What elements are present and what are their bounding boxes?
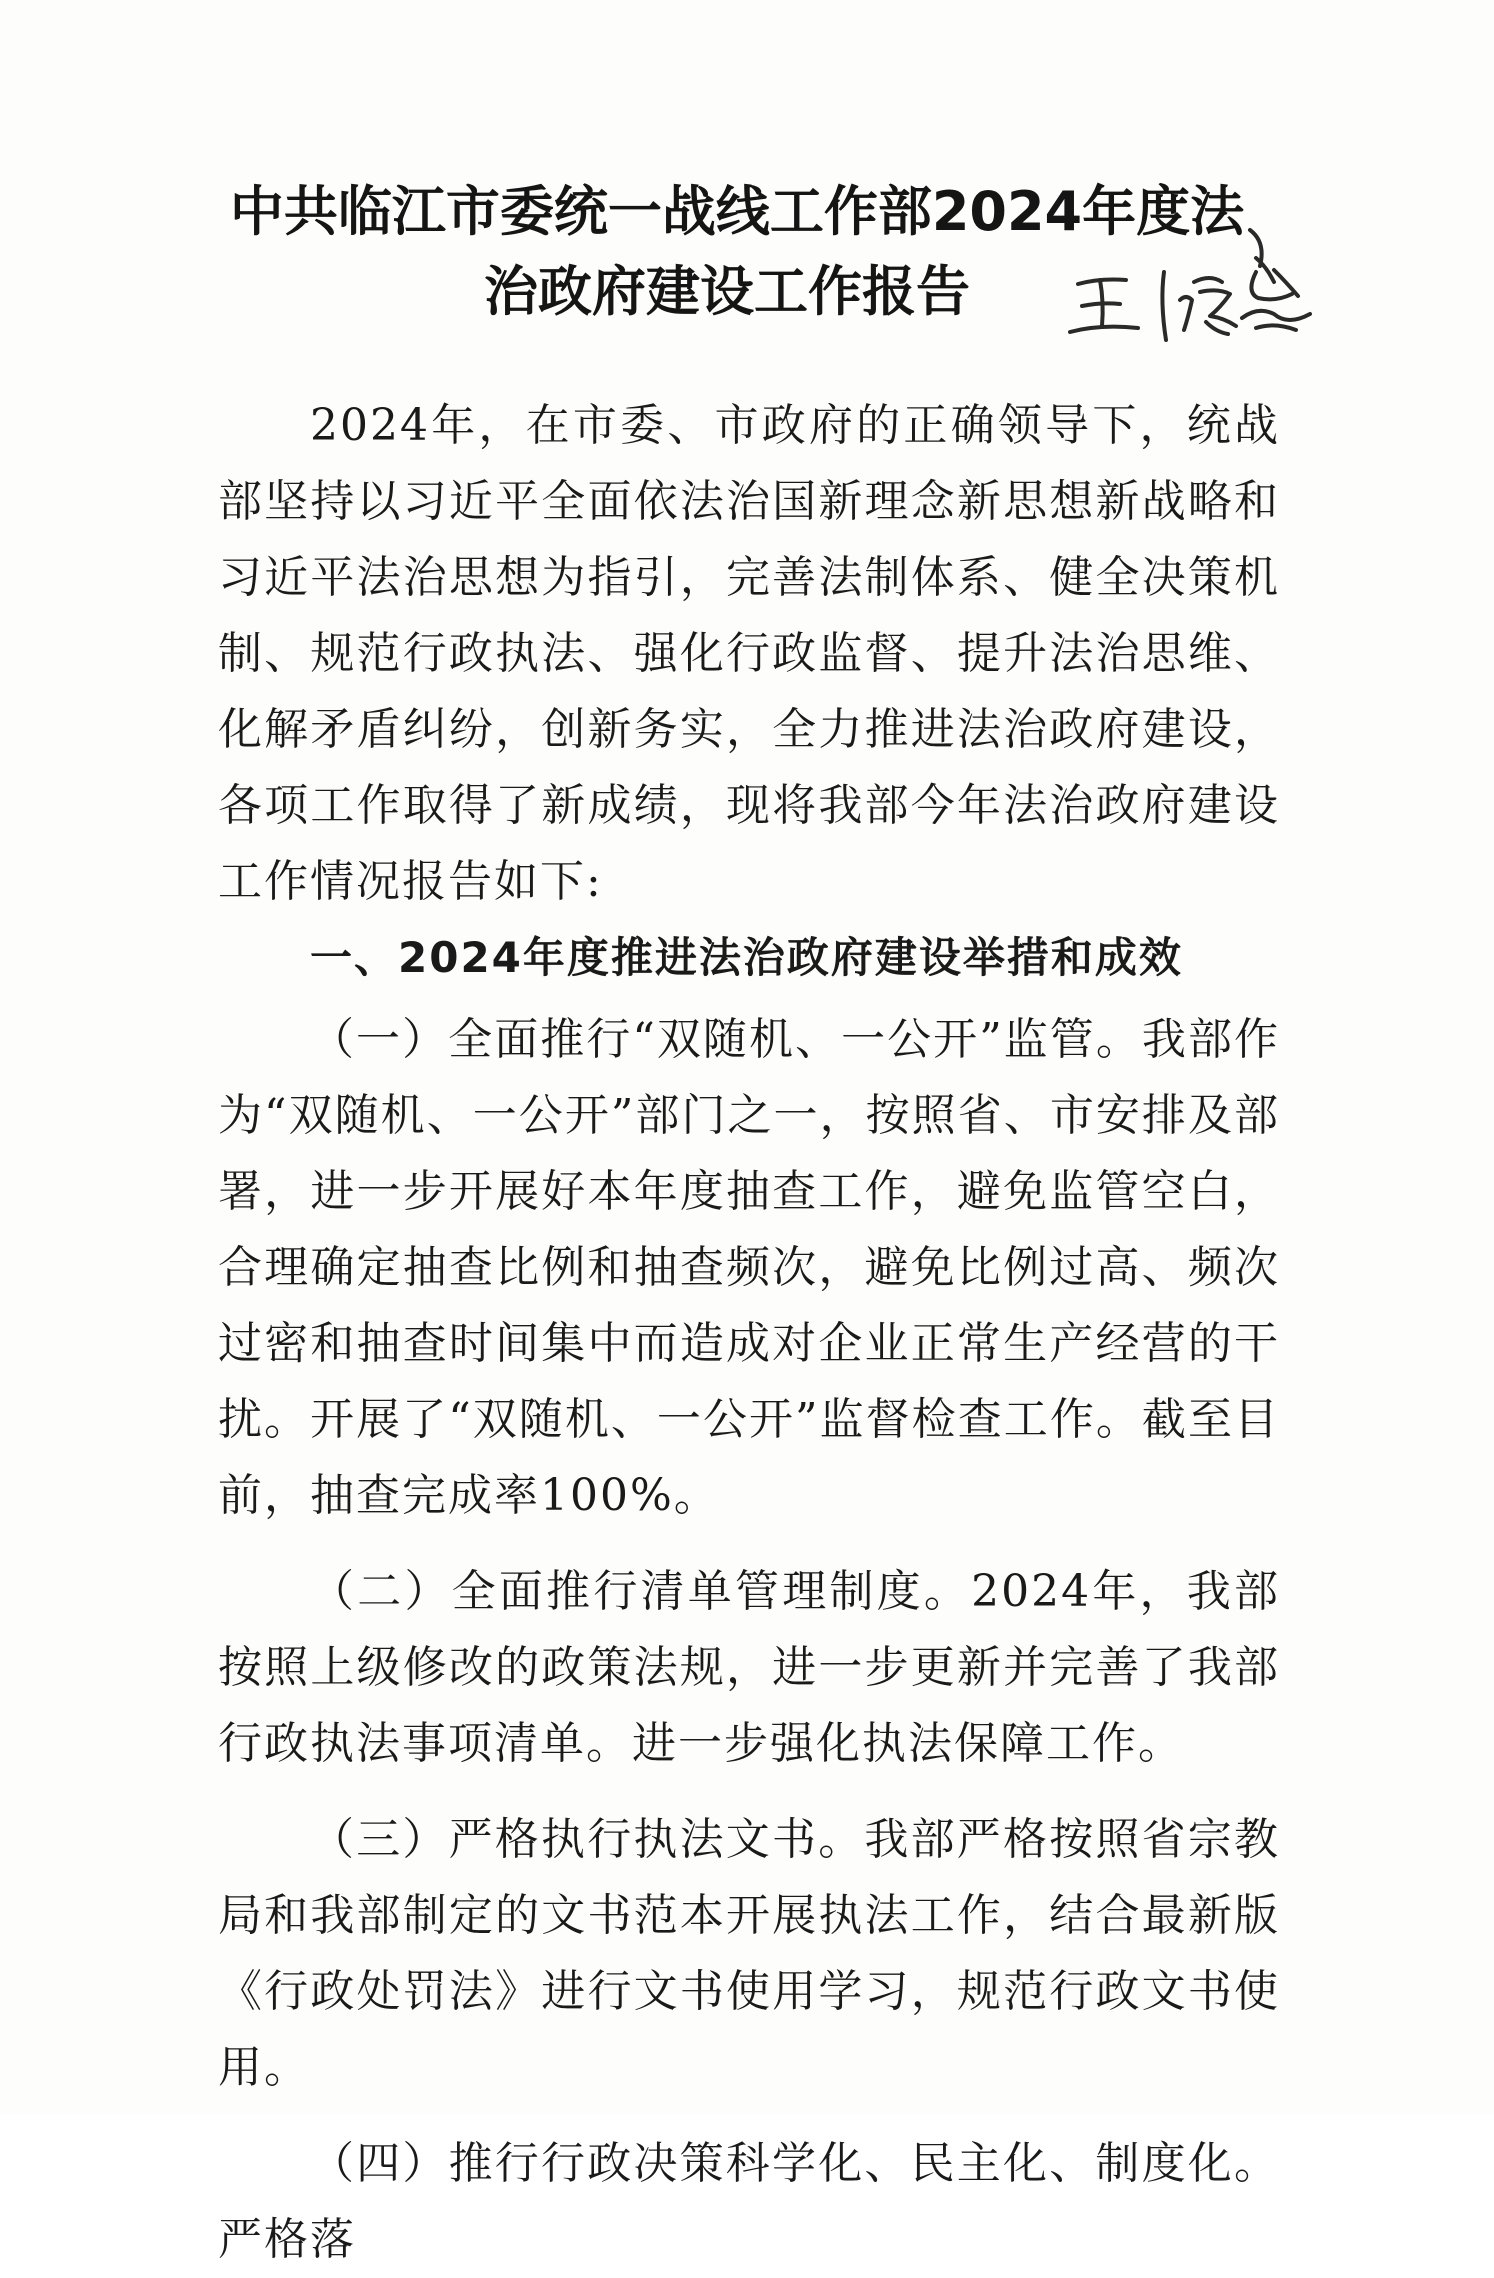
subsection-paragraph-2: （二）全面推行清单管理制度。2024年，我部按照上级修改的政策法规，进一步更新并完善了我部行政执法事项清单。进一步强化执法保障工作。 [218, 1566, 1280, 1769]
document-body [218, 388, 1280, 2278]
handwritten-signature [1060, 222, 1360, 372]
subsection-paragraph-4: （四）推行行政决策科学化、民主化、制度化。严格落 [218, 2138, 1280, 2265]
document-title-line-1: 中共临江市委统一战线工作部2024年度法 [229, 180, 1245, 243]
intro-paragraph: 2024年，在市委、市政府的正确领导下，统战部坚持以习近平全面依法治国新理念新思想新战略和习近平法治思想为指引，完善法制体系、健全决策机制、规范行政执法、强化行政监督、提升法治思维、化解矛盾纠纷，创新务实，全力推进法治政府建设，各项工作取得了新成绩，现将我部今年法治政府建设工作情况报告如下: [218, 400, 1280, 907]
subsection-paragraph-3: （三）严格执行执法文书。我部严格按照省宗教局和我部制定的文书范本开展执法工作，结合最新版《行政处罚法》进行文书使用学习，规范行政文书使用。 [218, 1814, 1280, 2093]
subsection-paragraph-1: （一）全面推行“双随机、一公开”监管。我部作为“双随机、一公开”部门之一，按照省、市安排及部署，进一步开展好本年度抽查工作，避免监管空白，合理确定抽查比例和抽查频次，避免比例过高、频次过密和抽查时间集中而造成对企业正常生产经营的干扰。开展了“双随机、一公开”监督检查工作。截至目前，抽查完成率100%。 [218, 1014, 1280, 1521]
document-title-line-2: 治政府建设工作报告 [484, 260, 970, 323]
section-heading-1: 一、2024年度推进法治政府建设举措和成效 [310, 933, 1183, 982]
